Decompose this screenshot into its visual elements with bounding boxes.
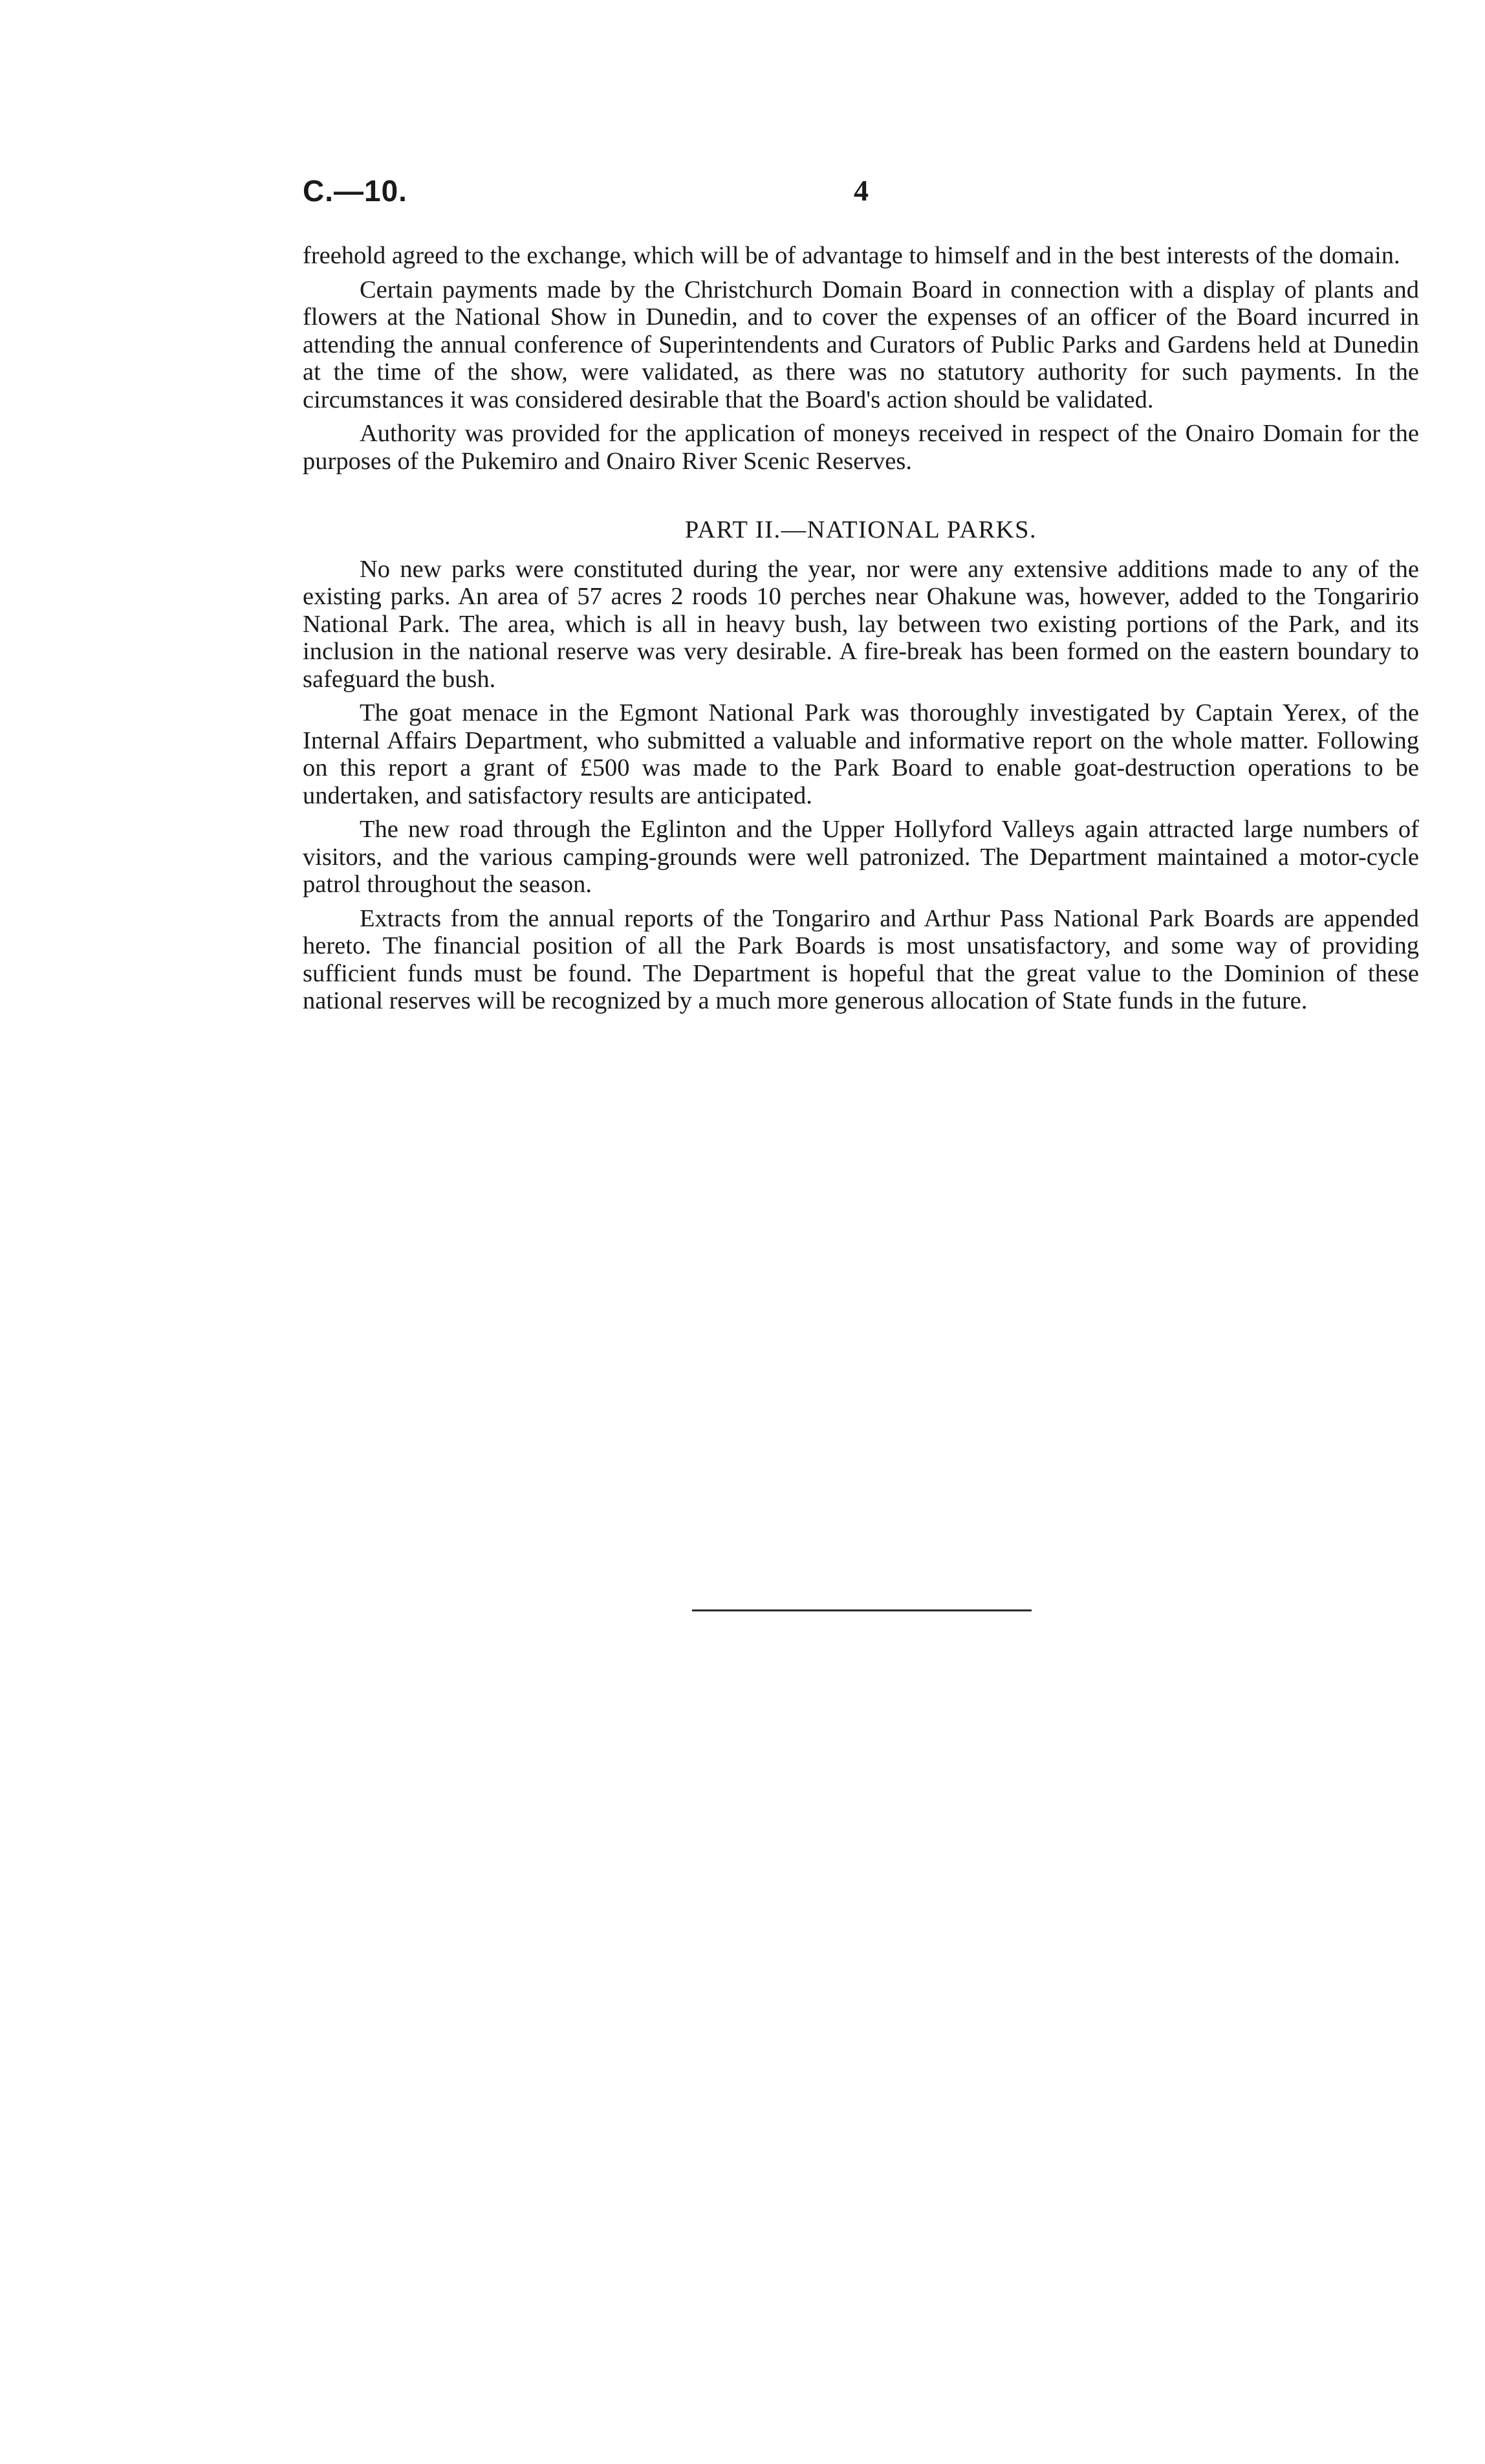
body-paragraph: Extracts from the annual reports of the Tongariro and Arthur Pass National Park Boards are appended hereto. The financial position of all the Park Boards is most unsatisfactory, and some way of providing sufficient funds must be found. The Department is hopeful that the great value to the Dominion of these national reserves will be recognized by a much more generous allocation of State funds in the future. xyxy=(303,904,1419,1014)
body-paragraph: The new road through the Eglinton and the Upper Hollyford Valleys again attracted large numbers of visitors, and the various camping-grounds were well patronized. The Department maintained a motor-cycle patrol throughout the season. xyxy=(303,816,1419,898)
page-number: 4 xyxy=(854,174,869,207)
end-rule xyxy=(692,1609,1032,1611)
body-paragraph: No new parks were constituted during the year, nor were any extensive additions made to any of the existing parks. An area of 57 acres 2 roods 10 perches near Ohakune was, however, added to the Tongaririo National Park. The area, which is all in heavy bush, lay between two existing portions of the Park, and its inclusion in the national reserve was very desirable. A fire-break has been formed on the eastern boundary to safeguard the bush. xyxy=(303,555,1419,693)
section-heading: PART II.—NATIONAL PARKS. xyxy=(684,516,1037,543)
body-paragraph: Authority was provided for the application of moneys received in respect of the Onairo Domain for the purposes of the Pukemiro and Onairo River Scenic Reserves. xyxy=(303,420,1419,475)
document-reference: C.—10. xyxy=(303,174,407,208)
body-paragraph: The goat menace in the Egmont National Park was thoroughly investigated by Captain Yerex, of the Internal Affairs Department, who submitted a valuable and informative report on the whole matter. Following on this report a grant of £500 was made to the Park Board to enable goat-destruction operations to be undertaken, and satisfactory results are anticipated. xyxy=(303,699,1419,809)
body-paragraph: freehold agreed to the exchange, which will be of advantage to himself and in the best interests of the domain. xyxy=(303,242,1400,269)
body-paragraph: Certain payments made by the Christchurch Domain Board in connection with a display of plants and flowers at the National Show in Dunedin, and to cover the expenses of an officer of the Board incurred in attending the annual conference of Superintendents and Curators of Public Parks and Gardens held at Dunedin at the time of the show, were validated, as there was no statutory authority for such payments. In the circumstances it was considered desirable that the Board's action should be validated. xyxy=(303,276,1419,413)
document-body xyxy=(303,242,1419,1021)
page-header xyxy=(303,173,1428,219)
